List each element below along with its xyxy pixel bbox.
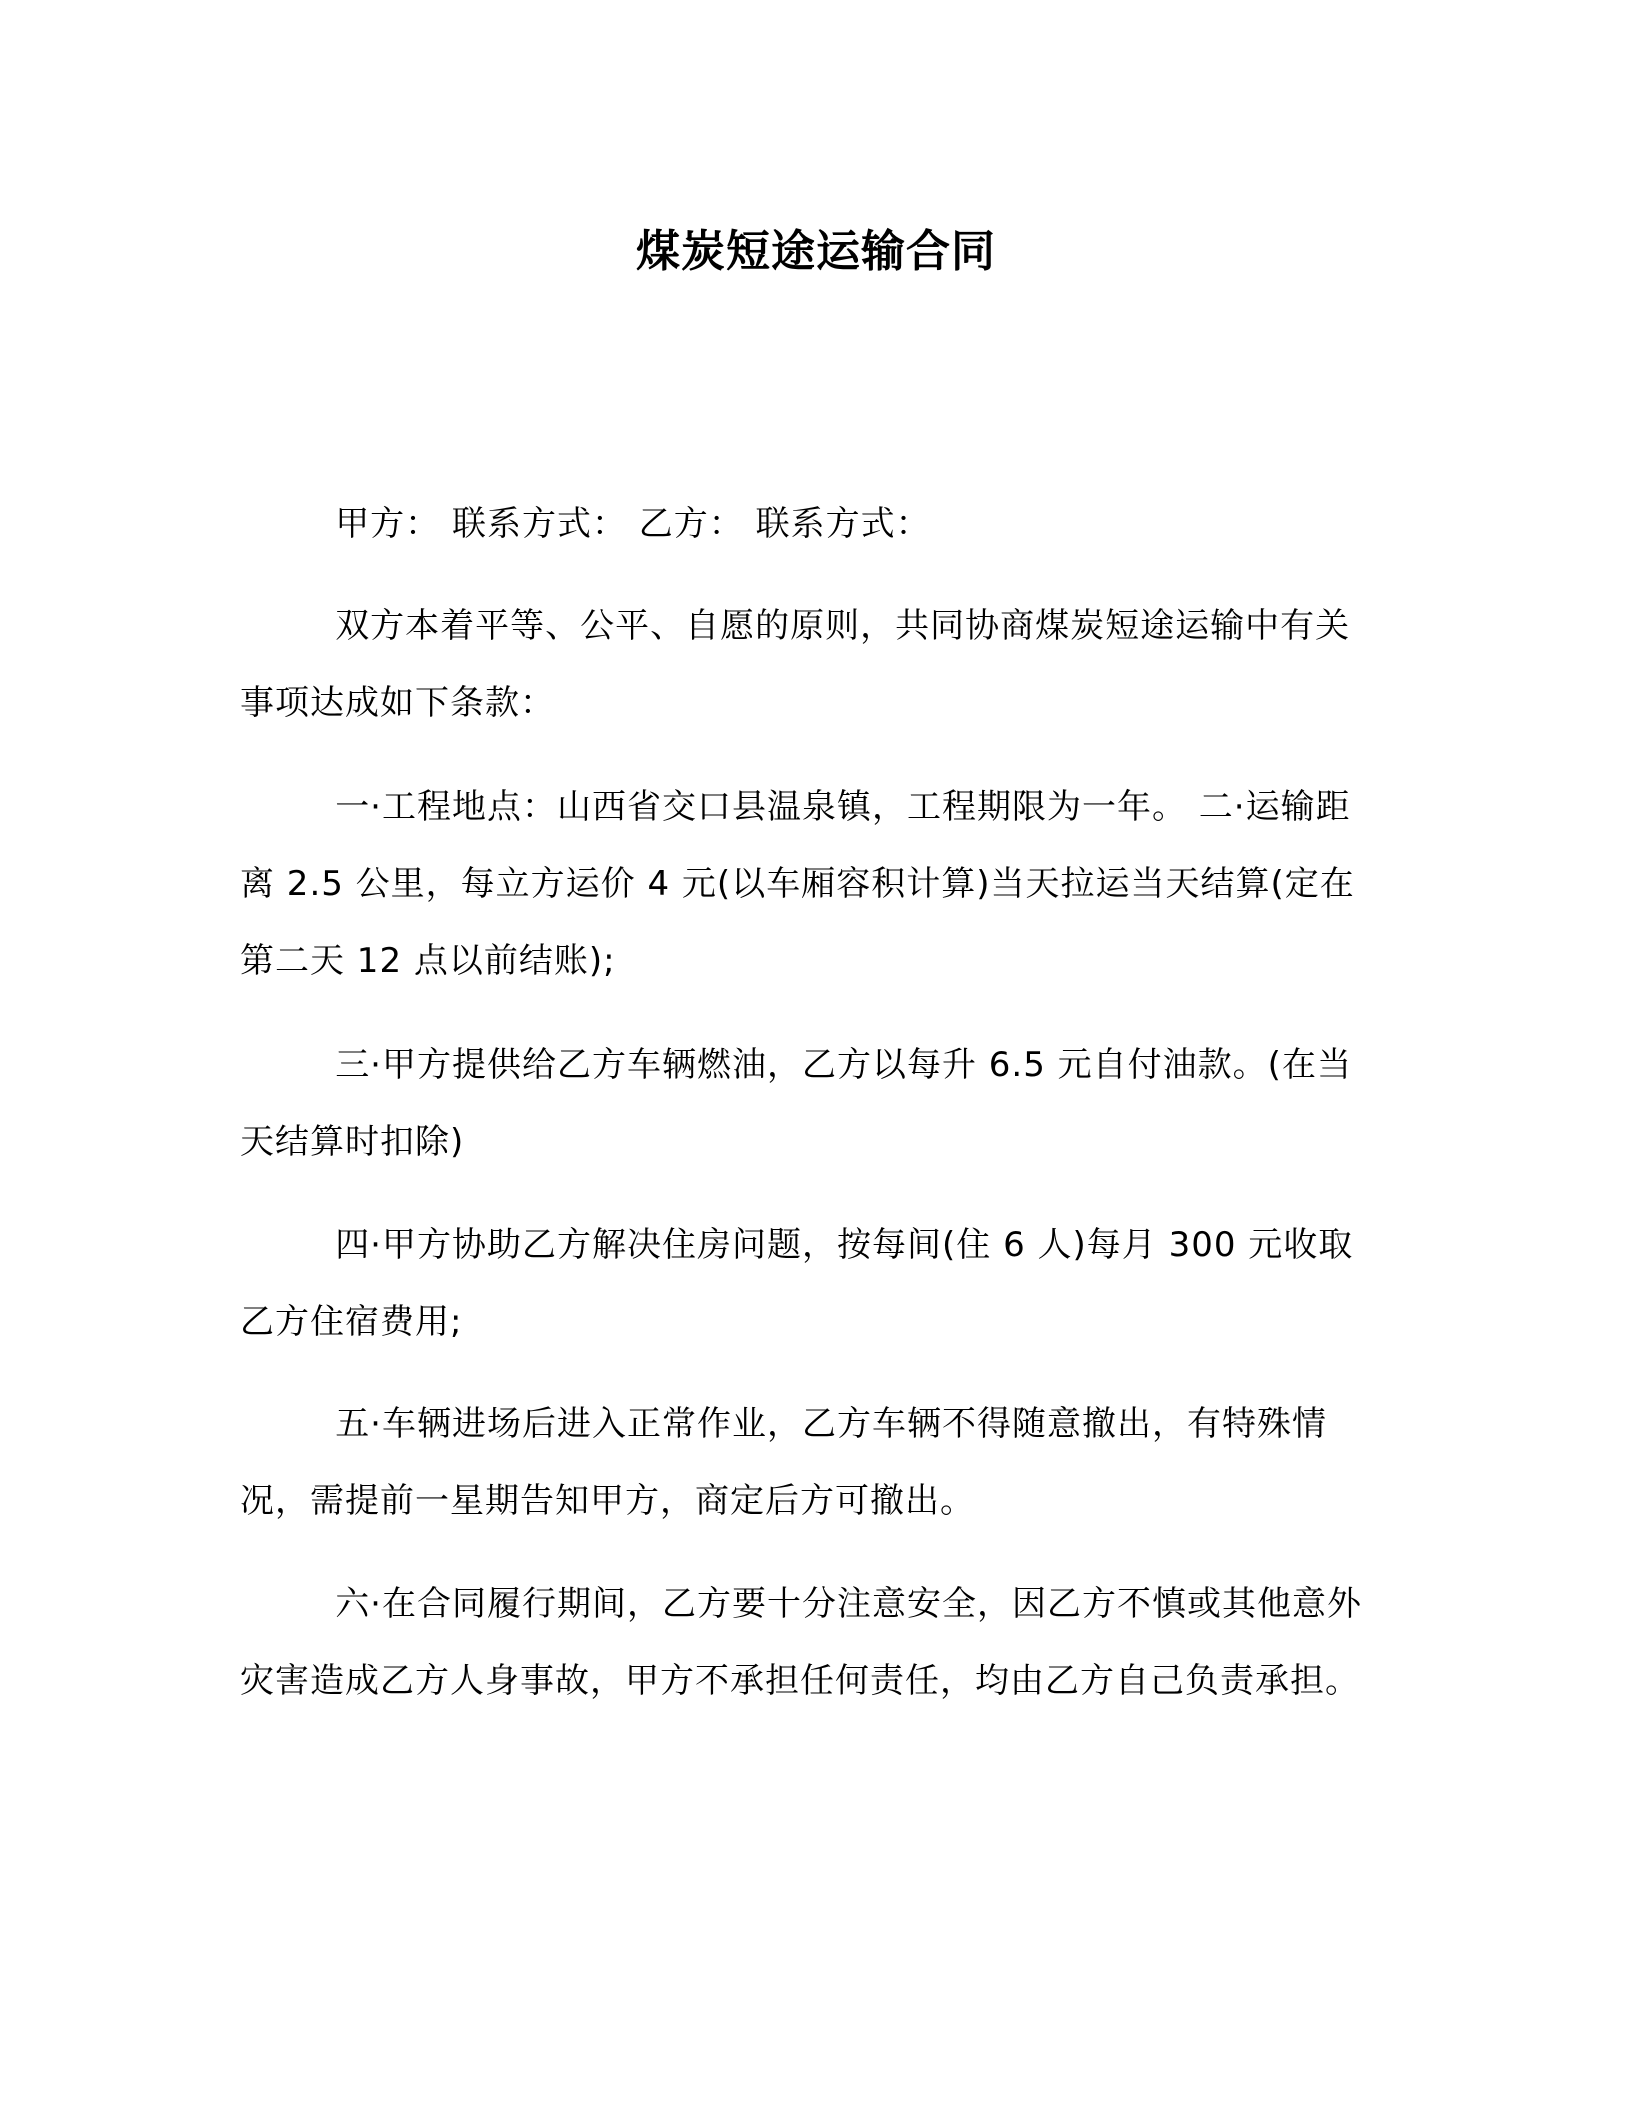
- parties-text: 甲方： 联系方式： 乙方： 联系方式：: [335, 504, 931, 544]
- parties-line: [240, 486, 1370, 563]
- clause-6: [240, 1566, 1370, 1720]
- intro-paragraph: [240, 588, 1370, 742]
- clause-4: [240, 1207, 1370, 1361]
- document-title: 煤炭短途运输合同: [636, 226, 996, 277]
- clause-text: 五·车辆进场后进入正常作业，乙方车辆不得随意撤出，有特殊情况，需提前一星期告知甲方，商定后方可撤出。: [240, 1404, 1327, 1521]
- clause-text: 三·甲方提供给乙方车辆燃油，乙方以每升 6.5 元自付油款。(在当天结算时扣除): [240, 1045, 1352, 1162]
- intro-text: 双方本着平等、公平、自愿的原则，共同协商煤炭短途运输中有关事项达成如下条款：: [240, 606, 1351, 723]
- clause-text: 六·在合同履行期间，乙方要十分注意安全，因乙方不慎或其他意外灾害造成乙方人身事故，甲方不承担任何责任，均由乙方自己负责承担。: [240, 1584, 1362, 1701]
- clause-1-2: [240, 769, 1370, 1000]
- clause-3: [240, 1027, 1370, 1181]
- clause-text: 一·工程地点：山西省交口县温泉镇，工程期限为一年。 二·运输距离 2.5 公里，每立方运价 4 元(以车厢容积计算)当天拉运当天结算(定在第二天 12 点以前结账);: [240, 787, 1355, 981]
- clause-5: [240, 1386, 1370, 1540]
- clause-text: 四·甲方协助乙方解决住房问题，按每间(住 6 人)每月 300 元收取乙方住宿费用;: [240, 1225, 1354, 1342]
